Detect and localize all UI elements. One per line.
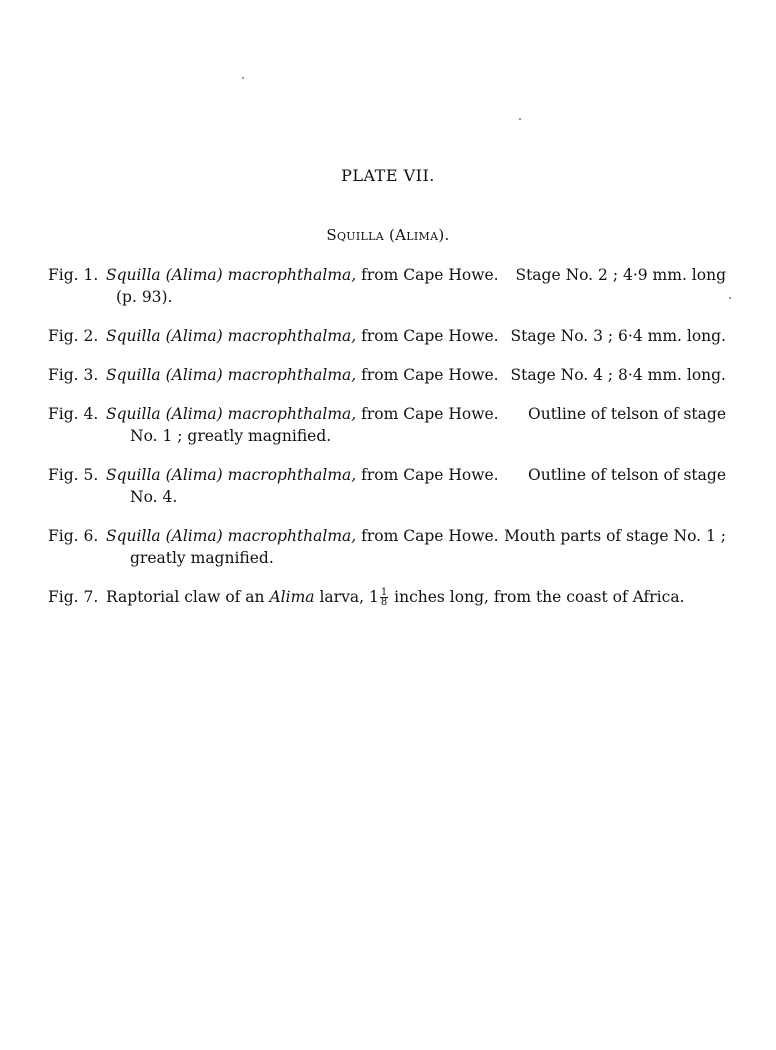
species: macrophthalma, <box>227 466 357 484</box>
stage-note: Stage No. 4 ; 8·4 mm. long. <box>510 366 726 384</box>
caption-text: Raptorial claw of an <box>106 588 265 606</box>
species: macrophthalma, <box>227 405 357 423</box>
figure-number: Fig. 6. <box>48 527 99 545</box>
species: macrophthalma, <box>227 266 357 284</box>
caption-text: larva, <box>319 588 365 606</box>
species: macrophthalma, <box>227 327 357 345</box>
stage-note: Stage No. 3 ; 6·4 mm. long. <box>510 327 726 345</box>
figure-caption <box>48 464 726 508</box>
figure-caption <box>48 325 726 347</box>
figure-number: Fig. 5. <box>48 466 99 484</box>
figure-number: Fig. 1. <box>48 266 99 284</box>
origin: from Cape Howe. <box>361 266 499 284</box>
species: macrophthalma, <box>227 527 357 545</box>
section-title: Squilla (Alima). <box>326 226 450 244</box>
genus: Squilla <box>106 366 161 384</box>
length-fraction <box>380 588 388 607</box>
plate-title: PLATE VII. <box>341 166 435 185</box>
subgenus: (Alima) <box>165 527 223 545</box>
figure-caption <box>48 586 726 608</box>
caption-continuation: No. 4. <box>130 488 178 506</box>
subgenus: (Alima) <box>165 266 223 284</box>
origin: from Cape Howe. <box>361 466 499 484</box>
species: macrophthalma, <box>227 366 357 384</box>
scan-speck <box>242 77 244 79</box>
genus: Squilla <box>106 527 161 545</box>
figure-number: Fig. 3. <box>48 366 99 384</box>
figure-number: Fig. 7. <box>48 588 99 606</box>
stage-note: Stage No. 2 ; 4·9 mm. long <box>515 266 726 284</box>
figure-caption <box>48 364 726 386</box>
length-whole: 1 <box>368 588 379 606</box>
fraction-denominator: 8 <box>380 597 388 608</box>
caption-continuation: No. 1 ; greatly magnified. <box>130 427 332 445</box>
origin: from Cape Howe. <box>361 527 499 545</box>
genus: Squilla <box>106 266 161 284</box>
scan-speck <box>729 297 731 299</box>
caption-text: inches long, from the coast of Africa. <box>394 588 685 606</box>
origin: from Cape Howe. <box>361 366 499 384</box>
stage-note: Outline of telson of stage <box>528 466 726 484</box>
subgenus: (Alima) <box>165 466 223 484</box>
subgenus: (Alima) <box>165 327 223 345</box>
figure-list <box>48 264 726 625</box>
figure-number: Fig. 2. <box>48 327 99 345</box>
stage-note: Mouth parts of stage No. 1 ; <box>504 527 726 545</box>
origin: from Cape Howe. <box>361 327 499 345</box>
genus: Squilla <box>106 466 161 484</box>
figure-caption <box>48 525 726 569</box>
fraction-numerator: 1 <box>380 587 388 598</box>
origin: from Cape Howe. <box>361 405 499 423</box>
genus: Squilla <box>106 327 161 345</box>
subgenus: (Alima) <box>165 366 223 384</box>
figure-number: Fig. 4. <box>48 405 99 423</box>
caption-continuation: greatly magnified. <box>130 549 274 567</box>
genus: Squilla <box>106 405 161 423</box>
subgenus: (Alima) <box>165 405 223 423</box>
stage-note: Outline of telson of stage <box>528 405 726 423</box>
figure-caption <box>48 264 726 308</box>
figure-caption <box>48 403 726 447</box>
genus: Alima <box>269 588 315 606</box>
scan-speck <box>519 118 521 120</box>
caption-continuation: (p. 93). <box>116 288 173 306</box>
